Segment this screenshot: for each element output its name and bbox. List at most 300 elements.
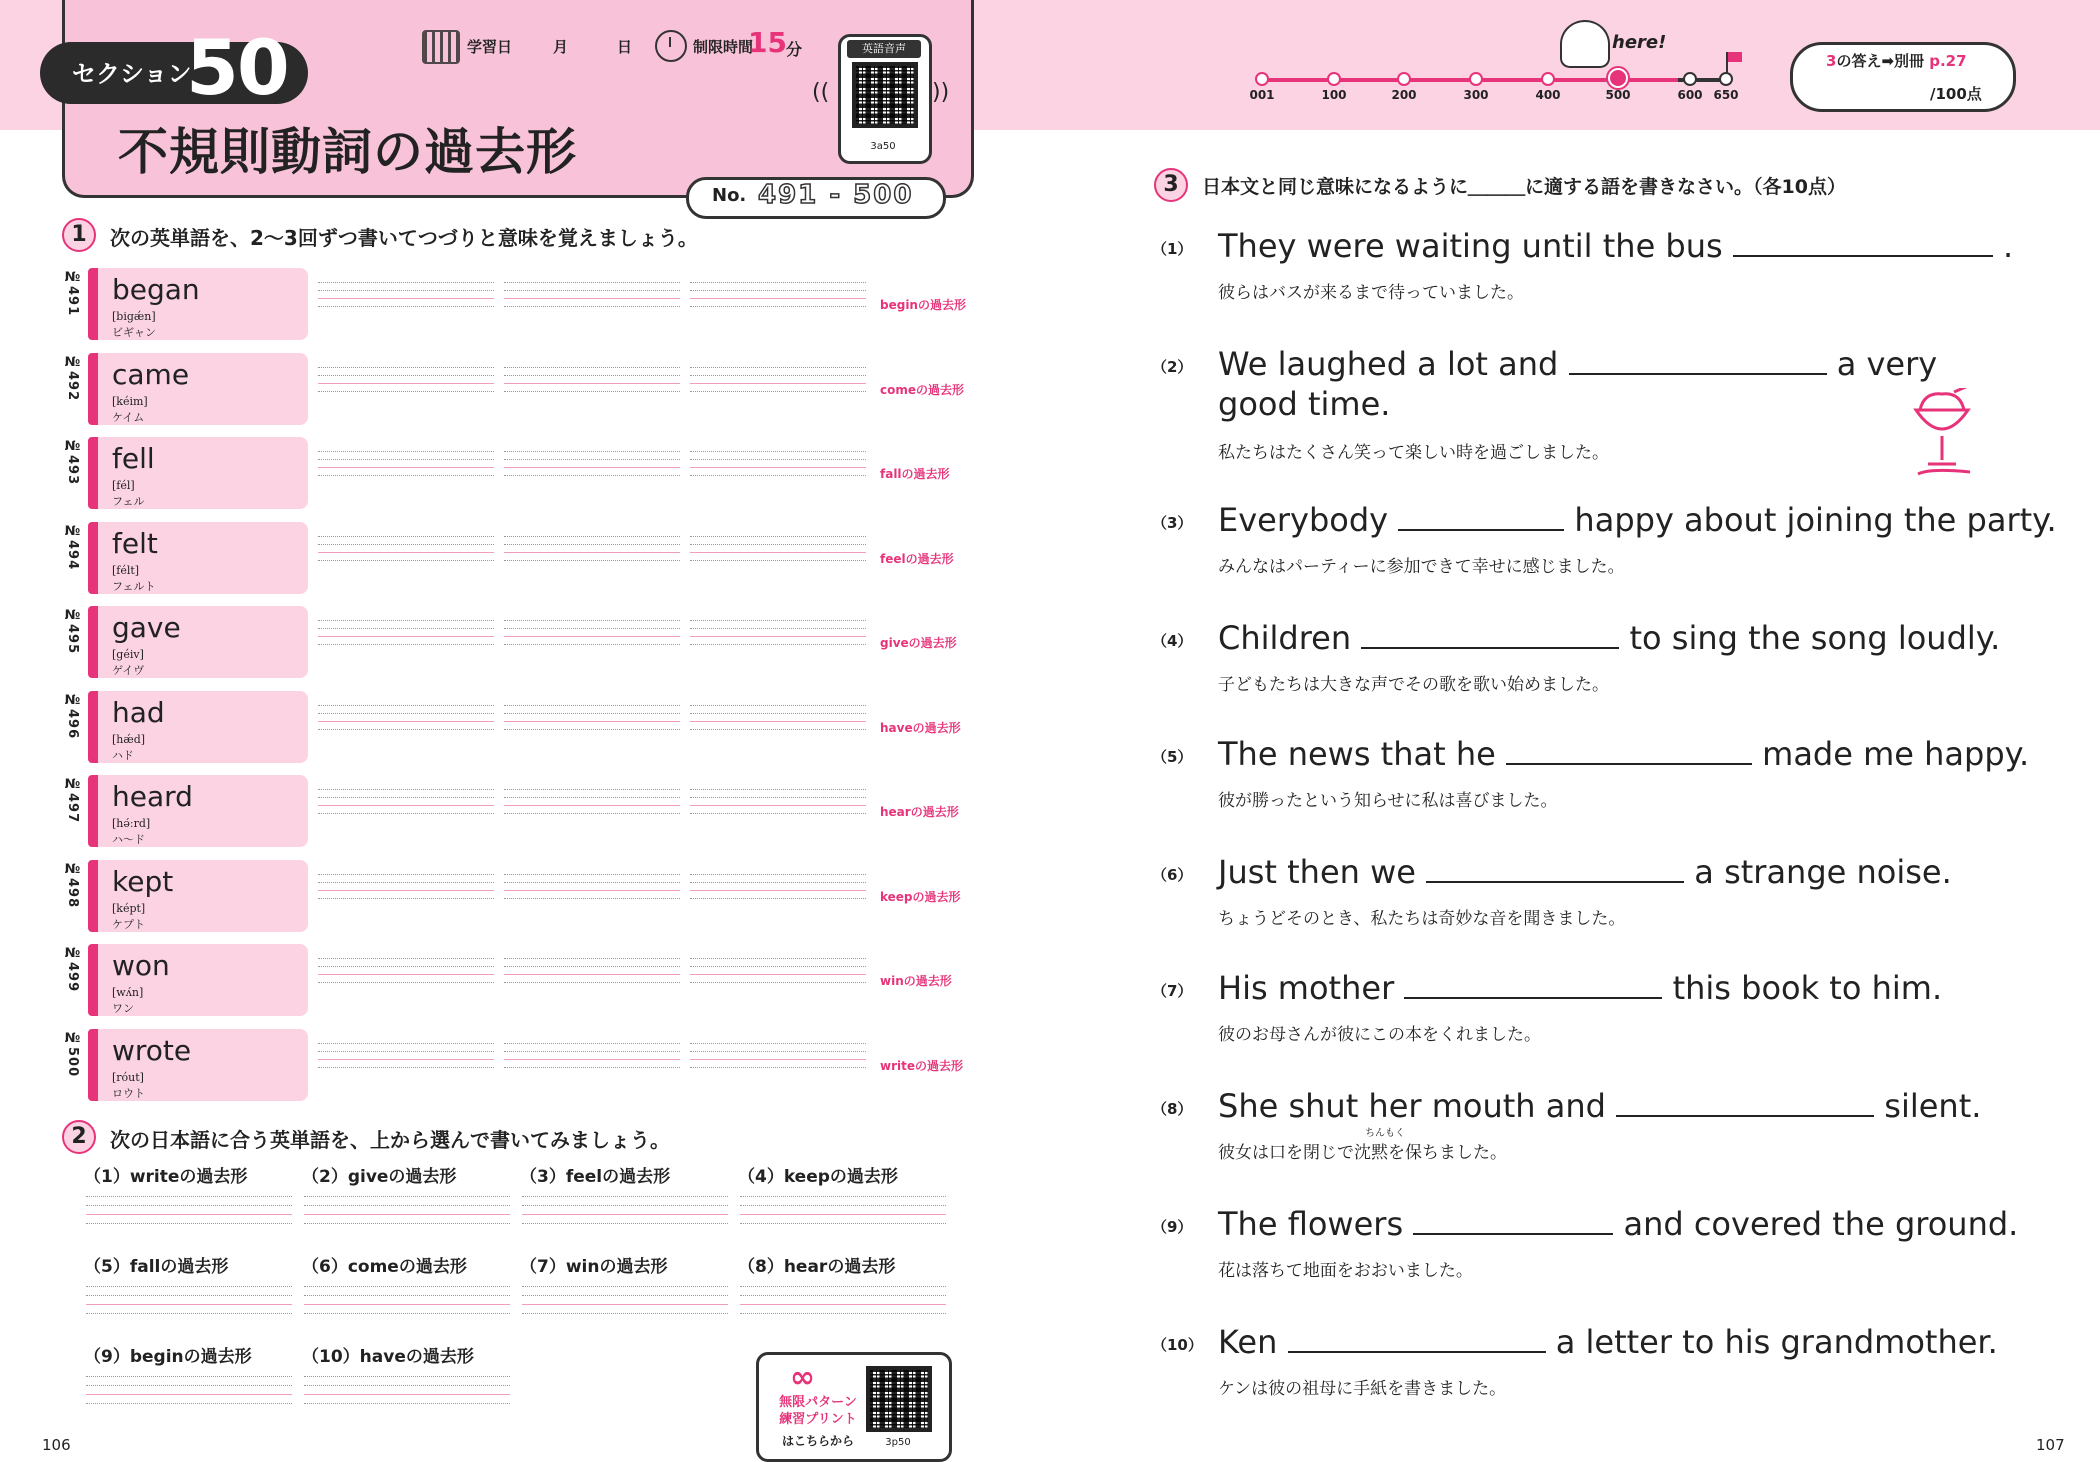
answer-blank[interactable] bbox=[1569, 347, 1827, 375]
writing-practice-lines[interactable] bbox=[318, 1043, 494, 1083]
question-number: （9） bbox=[1152, 1218, 1193, 1236]
baseline-guide bbox=[690, 890, 866, 891]
dotted-guide bbox=[504, 475, 680, 476]
writing-practice-lines[interactable] bbox=[318, 536, 494, 576]
word-kana: ケプト bbox=[112, 918, 145, 931]
promo-line2: 練習プリント bbox=[779, 1412, 857, 1427]
word-english: began bbox=[112, 273, 200, 306]
question-text-before: The news that he bbox=[1218, 735, 1496, 773]
section2-answer-lines[interactable] bbox=[522, 1196, 728, 1224]
question-japanese: 子どもたちは大きな声でその歌を歌い始めました。 bbox=[1218, 675, 1609, 695]
answer-blank[interactable] bbox=[1361, 621, 1619, 649]
dotted-guide bbox=[690, 544, 866, 545]
dotted-guide bbox=[504, 544, 680, 545]
dotted-guide bbox=[690, 1067, 866, 1068]
question-japanese: 彼が勝ったという知らせに私は喜びました。 bbox=[1218, 791, 1558, 811]
word-pronunciation: [félt] bbox=[112, 564, 140, 577]
dotted-guide bbox=[318, 620, 494, 621]
word-pronunciation: [hǽd] bbox=[112, 733, 146, 746]
writing-practice-lines[interactable] bbox=[504, 958, 680, 998]
question-english bbox=[1218, 500, 2057, 540]
dotted-guide bbox=[504, 306, 680, 307]
word-pronunciation: [képt] bbox=[112, 902, 146, 915]
dotted-guide bbox=[318, 1067, 494, 1068]
writing-practice-lines[interactable] bbox=[318, 958, 494, 998]
section2-item-label: （4）keepの過去形 bbox=[738, 1167, 898, 1187]
word-english: heard bbox=[112, 780, 193, 813]
writing-practice-lines[interactable] bbox=[690, 958, 866, 998]
word-kana: ワン bbox=[112, 1002, 134, 1015]
question-number: （8） bbox=[1152, 1100, 1193, 1118]
dotted-guide bbox=[690, 1051, 866, 1052]
answer-text: の答え➡別冊 bbox=[1836, 52, 1925, 70]
dotted-guide bbox=[318, 391, 494, 392]
writing-practice-lines[interactable] bbox=[318, 282, 494, 322]
promo-line1: 無限パターン bbox=[779, 1395, 857, 1410]
baseline-guide bbox=[318, 552, 494, 553]
dotted-guide bbox=[504, 966, 680, 967]
writing-practice-lines[interactable] bbox=[690, 1043, 866, 1083]
question-japanese: ちょうどそのとき、私たちは奇妙な音を聞きました。 bbox=[1218, 909, 1626, 929]
dotted-guide bbox=[318, 1043, 494, 1044]
score-label: /100点 bbox=[1930, 85, 1982, 103]
dotted-guide bbox=[690, 560, 866, 561]
dotted-guide bbox=[86, 1403, 292, 1404]
dotted-guide bbox=[86, 1313, 292, 1314]
dotted-guide bbox=[318, 797, 494, 798]
word-english: wrote bbox=[112, 1034, 192, 1067]
word-accent-bar bbox=[88, 1029, 98, 1101]
baseline-guide bbox=[504, 1059, 680, 1060]
sound-wave-right-icon: )) bbox=[932, 80, 950, 105]
dotted-guide bbox=[740, 1286, 946, 1287]
question-text-after: made me happy. bbox=[1762, 735, 2030, 773]
section2-instruction: 次の日本語に合う英単語を、上から選んで書いてみましょう。 bbox=[110, 1128, 670, 1152]
here-label: here! bbox=[1612, 32, 1667, 53]
writing-practice-lines[interactable] bbox=[504, 367, 680, 407]
dotted-guide bbox=[318, 459, 494, 460]
question-text-after: this book to him. bbox=[1672, 969, 1943, 1007]
dotted-guide bbox=[740, 1205, 946, 1206]
baseline-guide bbox=[504, 890, 680, 891]
writing-practice-lines[interactable] bbox=[690, 536, 866, 576]
dotted-guide bbox=[86, 1286, 292, 1287]
baseline-guide bbox=[504, 805, 680, 806]
dotted-guide bbox=[740, 1196, 946, 1197]
audio-qr-header: 英語音声 bbox=[847, 40, 921, 58]
dotted-guide bbox=[504, 290, 680, 291]
answer-blank[interactable] bbox=[1616, 1089, 1874, 1117]
dotted-guide bbox=[690, 982, 866, 983]
dotted-guide bbox=[318, 966, 494, 967]
question-english bbox=[1218, 1086, 1981, 1126]
question-text-after: . bbox=[2003, 227, 2014, 265]
dotted-guide bbox=[504, 620, 680, 621]
section2-answer-lines[interactable] bbox=[304, 1286, 510, 1314]
dotted-guide bbox=[740, 1295, 946, 1296]
writing-practice-lines[interactable] bbox=[690, 451, 866, 491]
dotted-guide bbox=[504, 813, 680, 814]
word-meaning: keepの過去形 bbox=[880, 890, 961, 904]
writing-practice-lines[interactable] bbox=[318, 789, 494, 829]
dotted-guide bbox=[318, 475, 494, 476]
section2-answer-lines[interactable] bbox=[522, 1286, 728, 1314]
baseline-guide bbox=[304, 1214, 510, 1215]
section1-number: 1 bbox=[62, 218, 96, 252]
dotted-guide bbox=[740, 1313, 946, 1314]
baseline-guide bbox=[504, 974, 680, 975]
audio-qr-icon[interactable] bbox=[852, 62, 918, 128]
dotted-guide bbox=[504, 797, 680, 798]
practice-print-text bbox=[770, 1394, 866, 1428]
dotted-guide bbox=[522, 1205, 728, 1206]
section2-item-label: （1）writeの過去形 bbox=[84, 1167, 248, 1187]
dotted-guide bbox=[690, 628, 866, 629]
baseline-guide bbox=[690, 974, 866, 975]
baseline-guide bbox=[504, 383, 680, 384]
dotted-guide bbox=[690, 290, 866, 291]
baseline-guide bbox=[86, 1394, 292, 1395]
word-meaning: hearの過去形 bbox=[880, 805, 959, 819]
dotted-guide bbox=[690, 705, 866, 706]
word-pronunciation: [géiv] bbox=[112, 648, 144, 661]
stopwatch-icon bbox=[655, 30, 687, 62]
section2-answer-lines[interactable] bbox=[740, 1196, 946, 1224]
writing-practice-lines[interactable] bbox=[690, 874, 866, 914]
word-accent-bar bbox=[88, 606, 98, 678]
dotted-guide bbox=[504, 982, 680, 983]
progress-tick-label: 600 bbox=[1677, 88, 1703, 102]
section2-answer-lines[interactable] bbox=[304, 1196, 510, 1224]
progress-tick-label: 300 bbox=[1463, 88, 1489, 102]
page-title: 不規則動詞の過去形 bbox=[118, 123, 577, 181]
word-english: fell bbox=[112, 442, 155, 475]
word-number: №492 bbox=[65, 355, 80, 402]
dotted-guide bbox=[304, 1403, 510, 1404]
runner-icon bbox=[1560, 20, 1610, 68]
baseline-guide bbox=[690, 383, 866, 384]
question-english bbox=[1218, 344, 1937, 384]
baseline-guide bbox=[690, 552, 866, 553]
writing-practice-lines[interactable] bbox=[504, 451, 680, 491]
question-text-before: Children bbox=[1218, 619, 1352, 657]
question-japanese: ケンは彼の祖母に手紙を書きました。 bbox=[1218, 1379, 1507, 1399]
range-label: No. bbox=[712, 185, 747, 206]
dotted-guide bbox=[86, 1196, 292, 1197]
section2-item-label: （7）winの過去形 bbox=[520, 1257, 668, 1277]
progress-dot bbox=[1719, 72, 1733, 86]
dotted-guide bbox=[304, 1196, 510, 1197]
question-text-after: to sing the song loudly. bbox=[1629, 619, 2001, 657]
dotted-guide bbox=[504, 282, 680, 283]
dotted-guide bbox=[690, 475, 866, 476]
dotted-guide bbox=[504, 789, 680, 790]
writing-practice-lines[interactable] bbox=[504, 536, 680, 576]
dotted-guide bbox=[690, 898, 866, 899]
word-accent-bar bbox=[88, 268, 98, 340]
dotted-guide bbox=[304, 1223, 510, 1224]
infinity-icon: ∞ bbox=[790, 1360, 815, 1395]
answer-blank[interactable] bbox=[1413, 1207, 1613, 1235]
ruby-reading: ちんもく bbox=[1365, 1128, 1405, 1139]
word-kana: ケイム bbox=[112, 411, 145, 424]
dotted-guide bbox=[690, 367, 866, 368]
writing-practice-lines[interactable] bbox=[318, 367, 494, 407]
writing-practice-lines[interactable] bbox=[690, 789, 866, 829]
question-number: （4） bbox=[1152, 632, 1193, 650]
dotted-guide bbox=[318, 958, 494, 959]
word-accent-bar bbox=[88, 522, 98, 594]
dotted-guide bbox=[690, 451, 866, 452]
question-number: （5） bbox=[1152, 748, 1193, 766]
dotted-guide bbox=[690, 391, 866, 392]
writing-practice-lines[interactable] bbox=[690, 705, 866, 745]
dotted-guide bbox=[86, 1205, 292, 1206]
writing-practice-lines[interactable] bbox=[504, 1043, 680, 1083]
word-number: №494 bbox=[65, 524, 80, 571]
baseline-guide bbox=[504, 467, 680, 468]
baseline-guide bbox=[504, 636, 680, 637]
baseline-guide bbox=[740, 1214, 946, 1215]
word-number: №497 bbox=[65, 777, 80, 824]
section3-number: 3 bbox=[1154, 168, 1188, 202]
dotted-guide bbox=[504, 391, 680, 392]
baseline-guide bbox=[318, 721, 494, 722]
dotted-guide bbox=[318, 628, 494, 629]
progress-dot bbox=[1255, 72, 1269, 86]
baseline-guide bbox=[740, 1304, 946, 1305]
dotted-guide bbox=[690, 882, 866, 883]
writing-practice-lines[interactable] bbox=[318, 620, 494, 660]
dotted-guide bbox=[690, 729, 866, 730]
writing-practice-lines[interactable] bbox=[690, 282, 866, 322]
dotted-guide bbox=[690, 966, 866, 967]
question-japanese: 彼らはバスが来るまで待っていました。 bbox=[1218, 283, 1524, 303]
dotted-guide bbox=[504, 705, 680, 706]
progress-tick-label: 650 bbox=[1713, 88, 1739, 102]
question-text-before: We laughed a lot and bbox=[1218, 345, 1559, 383]
word-meaning: giveの過去形 bbox=[880, 636, 957, 650]
answer-blank[interactable] bbox=[1733, 229, 1993, 257]
practice-qr-icon[interactable] bbox=[866, 1366, 932, 1432]
dotted-guide bbox=[304, 1313, 510, 1314]
baseline-guide bbox=[690, 636, 866, 637]
section2-answer-lines[interactable] bbox=[86, 1286, 292, 1314]
dotted-guide bbox=[504, 713, 680, 714]
writing-practice-lines[interactable] bbox=[504, 874, 680, 914]
baseline-guide bbox=[522, 1214, 728, 1215]
dotted-guide bbox=[504, 459, 680, 460]
word-meaning: winの過去形 bbox=[880, 974, 952, 988]
dotted-guide bbox=[318, 813, 494, 814]
writing-practice-lines[interactable] bbox=[318, 705, 494, 745]
question-text-before: Everybody bbox=[1218, 501, 1389, 539]
question-japanese: みんなはパーティーに参加できて幸せに感じました。 bbox=[1218, 557, 1625, 577]
question-number: （6） bbox=[1152, 866, 1193, 884]
word-english: kept bbox=[112, 865, 174, 898]
question-japanese: 彼女は口を閉じで沈黙を保ちました。 bbox=[1218, 1143, 1507, 1163]
writing-practice-lines[interactable] bbox=[504, 789, 680, 829]
dotted-guide bbox=[318, 544, 494, 545]
section-number: 50 bbox=[186, 23, 288, 112]
section3-instruction: 日本文と同じ意味になるように＿＿＿に適する語を書きなさい。（各10点） bbox=[1202, 176, 1846, 198]
word-kana: ビギャン bbox=[112, 326, 156, 339]
dotted-guide bbox=[690, 375, 866, 376]
section2-answer-lines[interactable] bbox=[304, 1376, 510, 1404]
writing-practice-lines[interactable] bbox=[504, 620, 680, 660]
progress-tick-label: 500 bbox=[1605, 88, 1631, 102]
word-english: won bbox=[112, 949, 170, 982]
progress-dot bbox=[1327, 72, 1341, 86]
word-number: №495 bbox=[65, 608, 80, 655]
dotted-guide bbox=[690, 958, 866, 959]
section2-answer-lines[interactable] bbox=[86, 1376, 292, 1404]
word-pronunciation: [fél] bbox=[112, 479, 135, 492]
question-english bbox=[1218, 852, 1952, 892]
progress-dot bbox=[1541, 72, 1555, 86]
question-english bbox=[1218, 1322, 1998, 1362]
word-kana: ゲイヴ bbox=[112, 664, 145, 677]
dotted-guide bbox=[690, 282, 866, 283]
answer-blank[interactable] bbox=[1426, 855, 1684, 883]
dotted-guide bbox=[318, 644, 494, 645]
progress-dot bbox=[1683, 72, 1697, 86]
word-english: came bbox=[112, 358, 190, 391]
word-number: №499 bbox=[65, 946, 80, 993]
word-english: gave bbox=[112, 611, 181, 644]
answer-blank[interactable] bbox=[1506, 737, 1752, 765]
word-english: had bbox=[112, 696, 165, 729]
baseline-guide bbox=[318, 467, 494, 468]
section2-answer-lines[interactable] bbox=[86, 1196, 292, 1224]
word-number: №500 bbox=[65, 1031, 80, 1078]
answer-reference bbox=[1826, 50, 1967, 71]
dotted-guide bbox=[504, 367, 680, 368]
section2-number: 2 bbox=[62, 1120, 96, 1154]
word-number: №498 bbox=[65, 862, 80, 909]
baseline-guide bbox=[690, 298, 866, 299]
dotted-guide bbox=[318, 874, 494, 875]
dotted-guide bbox=[504, 1051, 680, 1052]
calendar-icon bbox=[422, 30, 460, 64]
writing-practice-lines[interactable] bbox=[690, 367, 866, 407]
answer-blank[interactable] bbox=[1288, 1325, 1546, 1353]
word-meaning: beginの過去形 bbox=[880, 298, 966, 312]
dotted-guide bbox=[318, 789, 494, 790]
progress-tick-label: 400 bbox=[1535, 88, 1561, 102]
section2-item-label: （5）fallの過去形 bbox=[84, 1257, 229, 1277]
answer-page: p.27 bbox=[1929, 52, 1967, 70]
promo-sub: はこちらから bbox=[781, 1434, 854, 1448]
question-japanese: 私たちはたくさん笑って楽しい時を過ごしました。 bbox=[1218, 443, 1609, 463]
dotted-guide bbox=[504, 729, 680, 730]
baseline-guide bbox=[318, 383, 494, 384]
question-english bbox=[1218, 618, 2000, 658]
dotted-guide bbox=[504, 628, 680, 629]
answer-blank[interactable] bbox=[1404, 971, 1662, 999]
word-meaning: comeの過去形 bbox=[880, 383, 965, 397]
sound-wave-left-icon: (( bbox=[812, 80, 830, 105]
dotted-guide bbox=[304, 1286, 510, 1287]
section2-item-label: （2）giveの過去形 bbox=[302, 1167, 457, 1187]
writing-practice-lines[interactable] bbox=[690, 620, 866, 660]
writing-practice-lines[interactable] bbox=[504, 705, 680, 745]
month-label: 月 bbox=[553, 38, 569, 56]
question-japanese: 彼のお母さんが彼にこの本をくれました。 bbox=[1218, 1025, 1541, 1045]
dotted-guide bbox=[690, 459, 866, 460]
writing-practice-lines[interactable] bbox=[318, 451, 494, 491]
word-meaning: writeの過去形 bbox=[880, 1059, 963, 1073]
progress-tick-label: 200 bbox=[1391, 88, 1417, 102]
progress-tick-label: 100 bbox=[1321, 88, 1347, 102]
dotted-guide bbox=[318, 1051, 494, 1052]
baseline-guide bbox=[522, 1304, 728, 1305]
baseline-guide bbox=[690, 805, 866, 806]
dotted-guide bbox=[522, 1286, 728, 1287]
dotted-guide bbox=[318, 898, 494, 899]
dotted-guide bbox=[304, 1385, 510, 1386]
page-number-right: 107 bbox=[2036, 1436, 2065, 1454]
section-label: セクション bbox=[72, 60, 192, 88]
dotted-guide bbox=[318, 705, 494, 706]
question-text-before: Ken bbox=[1218, 1323, 1278, 1361]
section2-item-label: （8）hearの過去形 bbox=[738, 1257, 896, 1277]
dotted-guide bbox=[504, 1067, 680, 1068]
baseline-guide bbox=[318, 636, 494, 637]
dotted-guide bbox=[86, 1385, 292, 1386]
baseline-guide bbox=[318, 298, 494, 299]
dotted-guide bbox=[318, 982, 494, 983]
word-pronunciation: [róut] bbox=[112, 1071, 144, 1084]
section2-answer-lines[interactable] bbox=[740, 1286, 946, 1314]
word-number: №493 bbox=[65, 439, 80, 486]
dotted-guide bbox=[504, 560, 680, 561]
writing-practice-lines[interactable] bbox=[504, 282, 680, 322]
dotted-guide bbox=[690, 306, 866, 307]
dotted-guide bbox=[318, 290, 494, 291]
baseline-guide bbox=[304, 1304, 510, 1305]
question-text-after: a strange noise. bbox=[1694, 853, 1952, 891]
dotted-guide bbox=[690, 813, 866, 814]
dotted-guide bbox=[318, 282, 494, 283]
question-number: （2） bbox=[1152, 358, 1193, 376]
word-accent-bar bbox=[88, 691, 98, 763]
answer-blank[interactable] bbox=[1398, 503, 1564, 531]
question-number: （7） bbox=[1152, 982, 1193, 1000]
writing-practice-lines[interactable] bbox=[318, 874, 494, 914]
question-text-before: She shut her mouth and bbox=[1218, 1087, 1606, 1125]
progress-dot bbox=[1469, 72, 1483, 86]
dotted-guide bbox=[522, 1196, 728, 1197]
dotted-guide bbox=[690, 620, 866, 621]
dotted-guide bbox=[504, 874, 680, 875]
word-kana: フェルト bbox=[112, 580, 156, 593]
question-text-after: and covered the ground. bbox=[1623, 1205, 2019, 1243]
question-text-after: a letter to his grandmother. bbox=[1555, 1323, 1998, 1361]
question-number: （1） bbox=[1152, 240, 1193, 258]
dotted-guide bbox=[690, 644, 866, 645]
dotted-guide bbox=[690, 797, 866, 798]
dotted-guide bbox=[318, 375, 494, 376]
word-number: №496 bbox=[65, 693, 80, 740]
question-number: （10） bbox=[1152, 1336, 1203, 1354]
section2-item-label: （9）beginの過去形 bbox=[84, 1347, 252, 1367]
dotted-guide bbox=[740, 1223, 946, 1224]
question-text-after: a very bbox=[1836, 345, 1938, 383]
progress-dot bbox=[1397, 72, 1411, 86]
dotted-guide bbox=[304, 1295, 510, 1296]
dotted-guide bbox=[504, 644, 680, 645]
